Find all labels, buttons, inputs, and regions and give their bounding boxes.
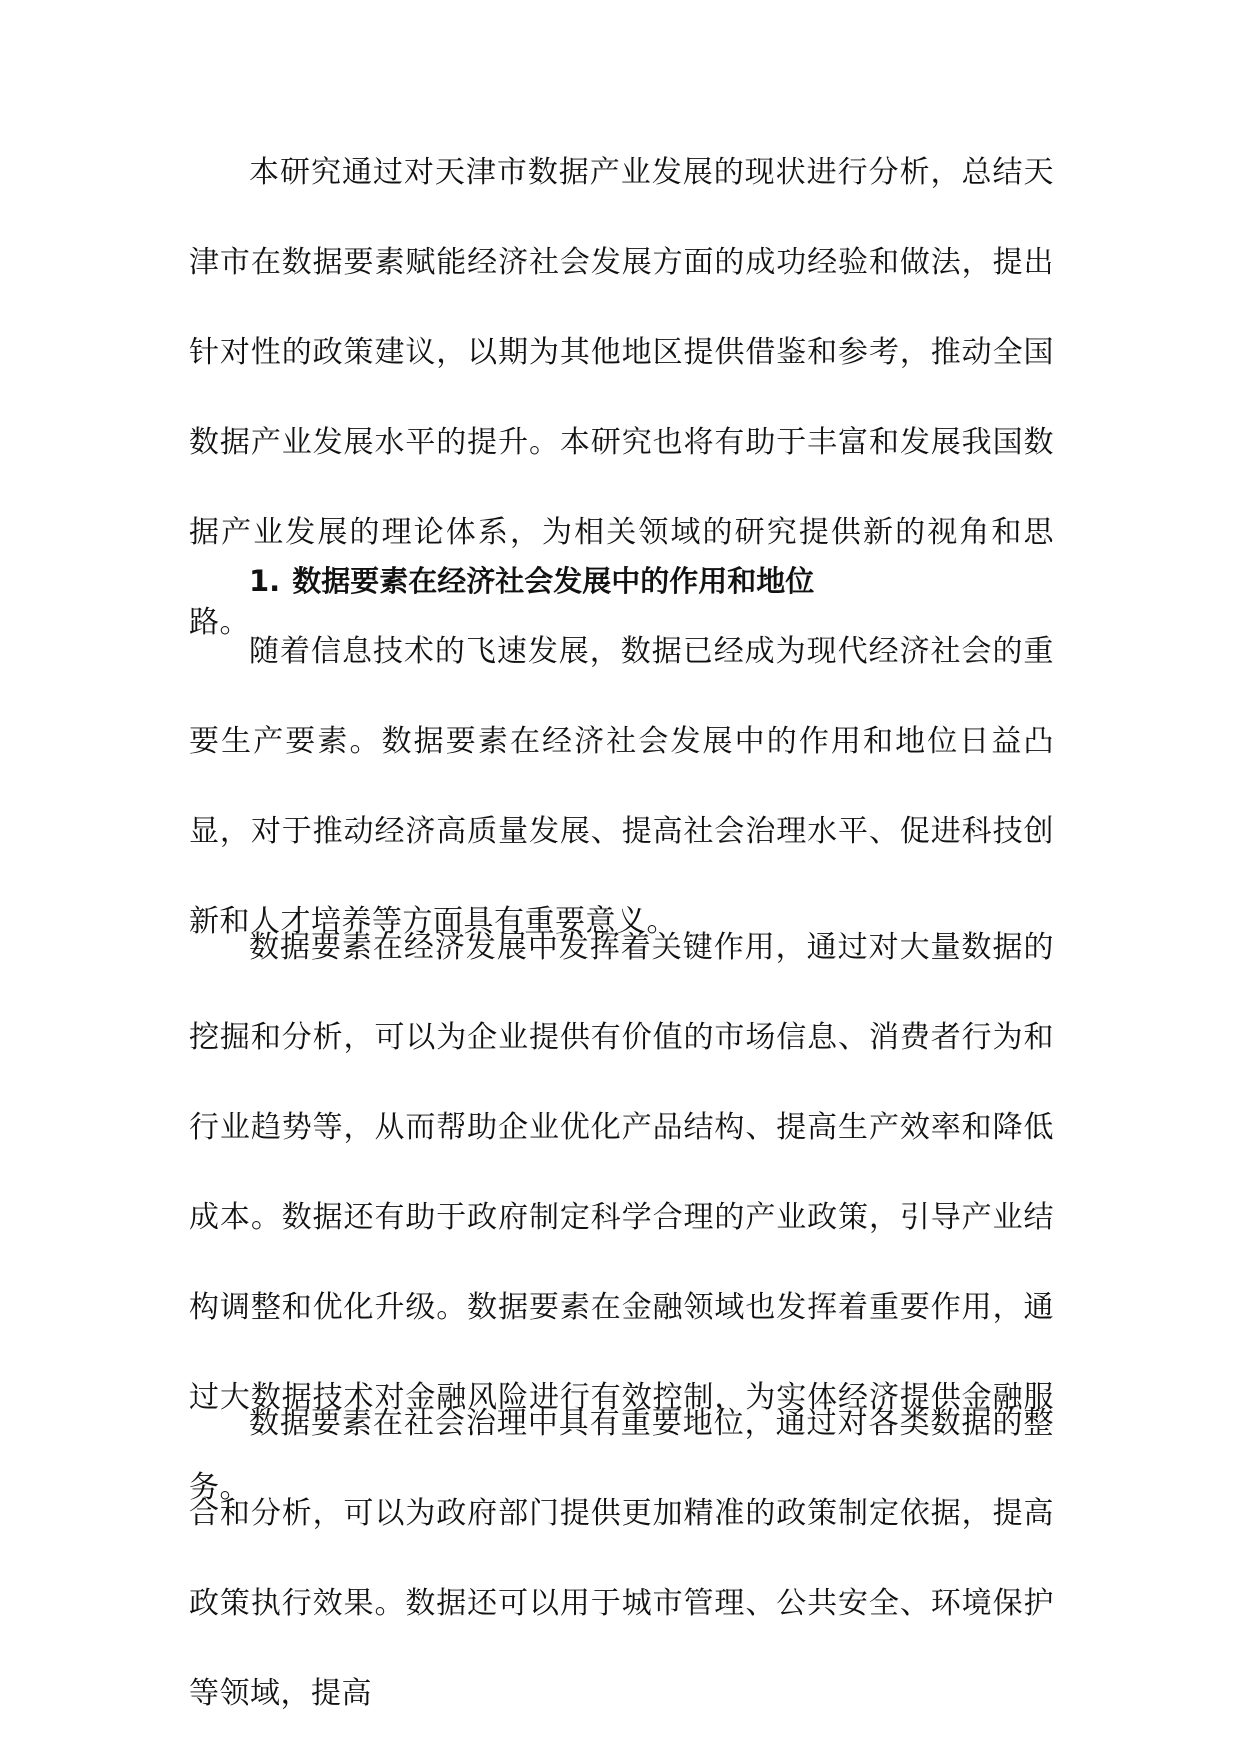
intro-paragraph: 本研究通过对天津市数据产业发展的现状进行分析，总结天津市在数据要素赋能经济社会发展方面的成功经验和做法，提出针对性的政策建议，以期为其他地区提供借鉴和参考，推动全国数据产业发展水平的提升。本研究也将有助于丰富和发展我国数据产业发展的理论体系，为相关领域的研究提供新的视角和思路。	[189, 155, 1054, 640]
body-paragraph: 随着信息技术的飞速发展，数据已经成为现代经济社会的重要生产要素。数据要素在经济社会发展中的作用和地位日益凸显，对于推动经济高质量发展、提高社会治理水平、促进科技创新和人才培养等方面具有重要意义。	[189, 634, 1054, 939]
section-heading	[249, 561, 814, 601]
section-title: 数据要素在经济社会发展中的作用和地位	[292, 564, 815, 598]
body-paragraph: 数据要素在社会治理中具有重要地位，通过对各类数据的整合和分析，可以为政府部门提供更加精准的政策制定依据，提高政策执行效果。数据还可以用于城市管理、公共安全、环境保护等领域，提高	[189, 1406, 1054, 1711]
section-number: 1.	[249, 564, 281, 598]
body-paragraph: 数据要素在经济发展中发挥着关键作用，通过对大量数据的挖掘和分析，可以为企业提供有价值的市场信息、消费者行为和行业趋势等，从而帮助企业优化产品结构、提高生产效率和降低成本。数据还有助于政府制定科学合理的产业政策，引导产业结构调整和优化升级。数据要素在金融领域也发挥着重要作用，通过大数据技术对金融风险进行有效控制，为实体经济提供金融服务。	[189, 930, 1054, 1505]
